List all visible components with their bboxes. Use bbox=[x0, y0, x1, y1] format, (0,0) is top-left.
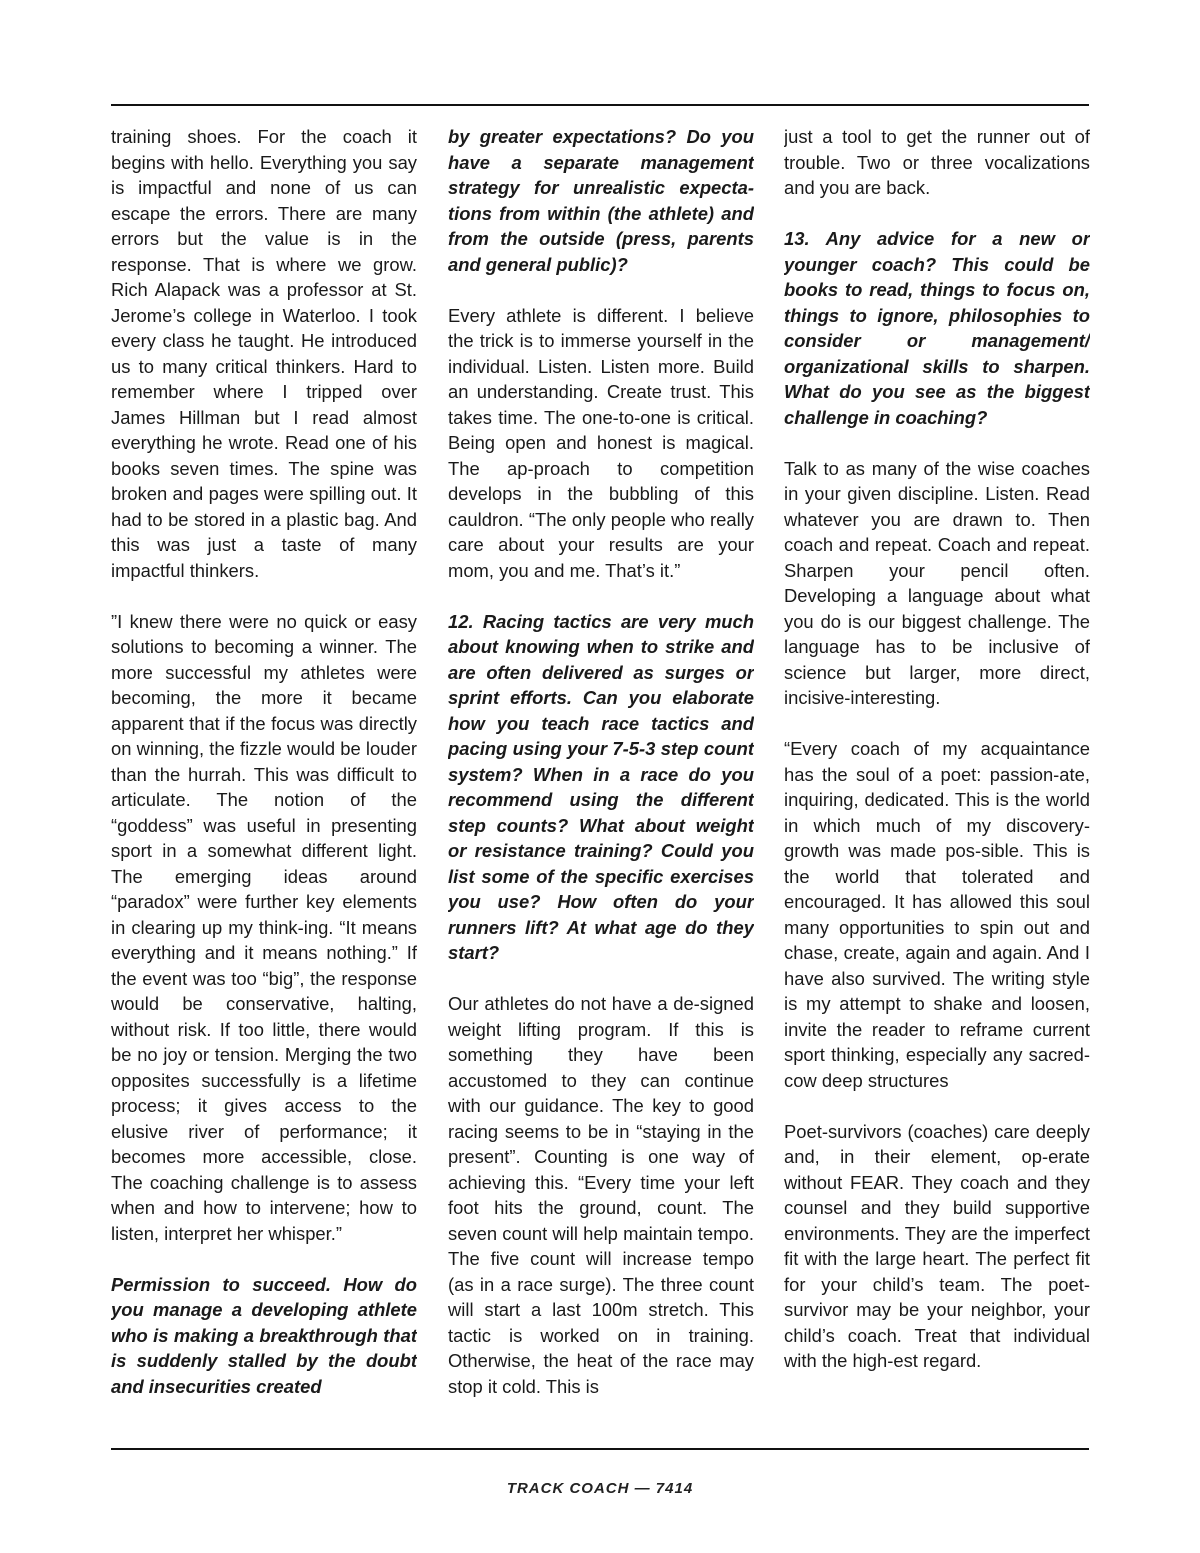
column-3 bbox=[784, 124, 1090, 1434]
answer-paragraph: ”I knew there were no quick or easy solutions to becoming a winner. The more successful my athletes were becoming, the more it became apparent that if the focus was directly on winning, the fizzle would be louder than the hurrah. This was difficult to articulate. The notion of the “goddess” was useful in presenting sport in a somewhat different light. The emerging ideas around “paradox” were further key elements in clearing up my think-ing. “It means everything and it means nothing.” If the event was too “big”, the response would be conservative, halting, without risk. If too little, there would be no joy or tension. Merging the two opposites successfully is a lifetime process; it gives access to the elusive river of performance; it becomes more accessible, close. The coaching challenge is to assess when and how to intervene; how to listen, interpret her whisper.” bbox=[111, 610, 417, 1244]
question-paragraph: by greater expectations? Do you have a separate management strategy for unrealistic expecta-tions from within (the athlete) and from the outside (press, parents and general public)? bbox=[448, 126, 754, 275]
column-2 bbox=[448, 124, 754, 1434]
bottom-rule bbox=[111, 1448, 1089, 1450]
question-paragraph: 13. Any advice for a new or younger coach? This could be books to read, things to focus on, things to ignore, philosophies to consider or management/ organizational skills to sharpen. What do you see as the biggest challenge in coaching? bbox=[784, 228, 1090, 428]
page-footer: TRACK COACH — 7414 bbox=[506, 1480, 694, 1497]
top-rule bbox=[111, 104, 1089, 106]
answer-paragraph: Our athletes do not have a de-signed weight lifting program. If this is something they have been accustomed to they can continue with our guidance. The key to good racing seems to be in “staying in the present”. Counting is one way of achieving this. “Every time your left foot hits the ground, count. The seven count will help maintain tempo. The five count will increase tempo (as in a race surge). The three count will start a last 100m stretch. This tactic is worked on in training. Otherwise, the heat of the race may stop it cold. This is bbox=[448, 993, 754, 1397]
question-paragraph: 12. Racing tactics are very much about knowing when to strike and are often delivered as surges or sprint efforts. Can you elaborate how you teach race tactics and pacing using your 7-5-3 step count system? When in a race do you recommend using the different step counts? What about weight or resistance training? Could you list some of the specific exercises you use? How often do your runners lift? At what age do they start? bbox=[448, 610, 754, 963]
answer-paragraph: Poet-survivors (coaches) care deeply and, in their element, op-erate without FEAR. They coach and they counsel and they build supportive environments. They are the imperfect fit with the large heart. The perfect fit for your child’s team. The poet-survivor may be your neighbor, your child’s coach. Treat that individual with the high-est regard. bbox=[784, 1120, 1090, 1371]
answer-paragraph: just a tool to get the runner out of trouble. Two or three vocalizations and you are back. bbox=[784, 126, 1090, 198]
column-1 bbox=[111, 124, 417, 1434]
answer-paragraph: training shoes. For the coach it begins with hello. Everything you say is impactful and none of us can escape the errors. There are many errors but the value is in the response. That is where we grow. Rich Alapack was a professor at St. Jerome’s college in Waterloo. I took every class he taught. He introduced us to many critical thinkers. Hard to remember where I tripped over James Hillman but I read almost everything he wrote. Read one of his books seven times. The spine was broken and pages were spilling out. It had to be stored in a plastic bag. And this was just a taste of many impactful thinkers. bbox=[111, 126, 417, 581]
answer-paragraph: Talk to as many of the wise coaches in your given discipline. Listen. Read whatever you are drawn to. Then coach and repeat. Coach and repeat. Sharpen your pencil often. Developing a language about what you do is our biggest challenge. The language has to be inclusive of science but larger, more direct, incisive-interesting. bbox=[784, 457, 1090, 708]
answer-paragraph: “Every coach of my acquaintance has the soul of a poet: passion-ate, inquiring, dedicated. This is the world in which much of my discovery-growth was made pos-sible. This is the world that tolerated and encouraged. It has allowed this soul many opportunities to spin out and chase, create, again and again. And I have also survived. The writing style is my attempt to shake and loosen, invite the reader to reframe current sport thinking, especially any sacred-cow deep structures bbox=[784, 738, 1090, 1091]
answer-paragraph: Every athlete is different. I believe the trick is to immerse yourself in the individual. Listen. Listen more. Build an understanding. Create trust. This takes time. The one-to-one is critical. Being open and honest is magical. The ap-proach to competition develops in the bubbling of this cauldron. “The only people who really care about your results are your mom, you and me. That’s it.” bbox=[448, 304, 754, 581]
question-paragraph: Permission to succeed. How do you manage a developing athlete who is making a breakthrough that is suddenly stalled by the doubt and insecurities created bbox=[111, 1273, 417, 1397]
